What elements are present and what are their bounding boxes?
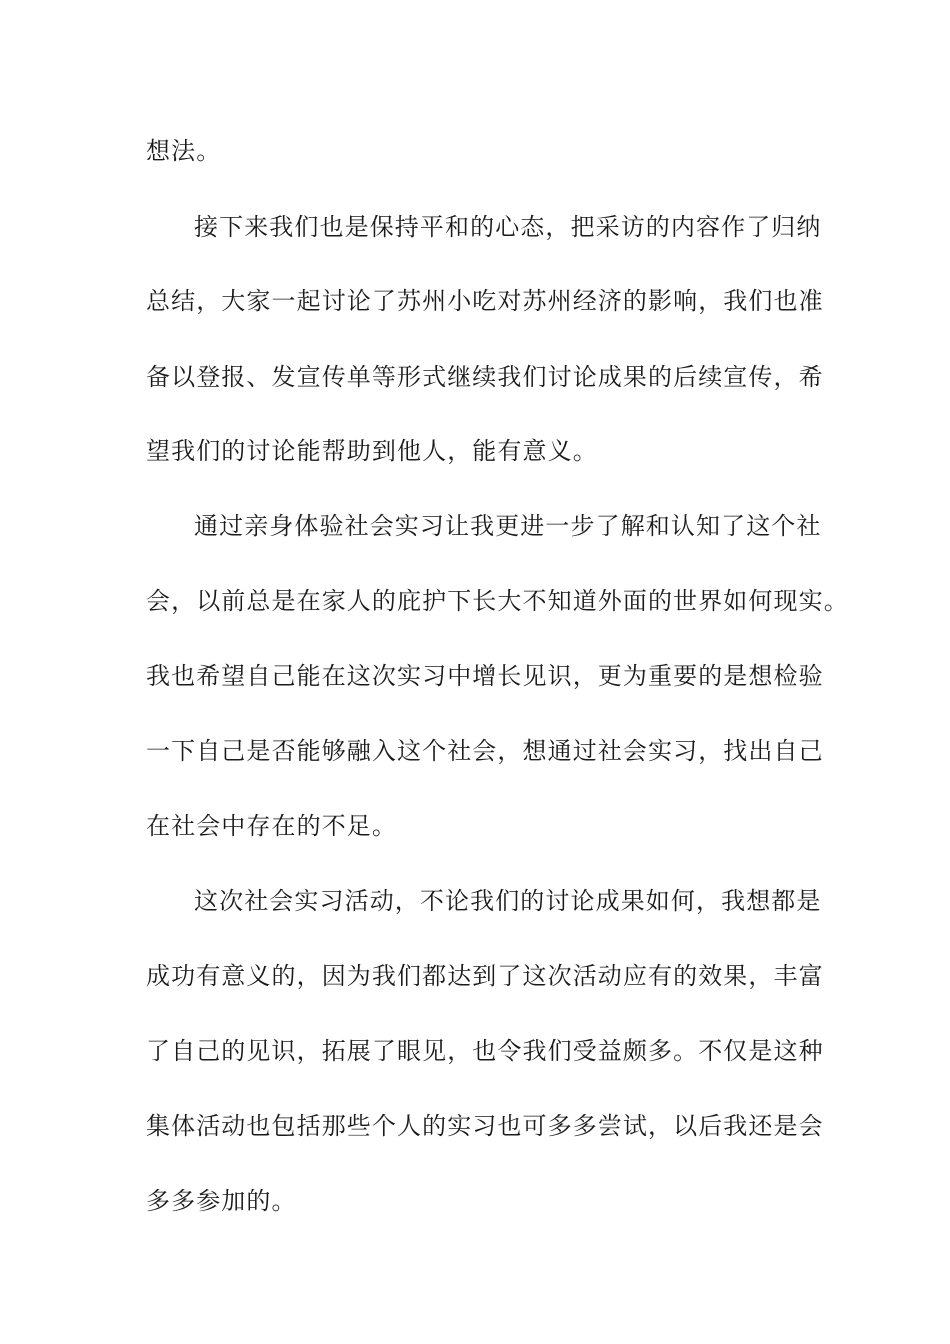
paragraph-2-line-3: 备以登报、发宣传单等形式继续我们讨论成果的后续宣传，希	[146, 363, 824, 391]
paragraph-4-line-3: 了自己的见识，拓展了眼见，也令我们受益颇多。不仅是这种	[146, 1037, 824, 1065]
paragraph-3-line-2: 会，以前总是在家人的庇护下长大不知道外面的世界如何现实。	[146, 587, 849, 615]
paragraph-2-line-2: 总结，大家一起讨论了苏州小吃对苏州经济的影响，我们也准	[146, 287, 824, 315]
paragraph-3-line-1: 通过亲身体验社会实习让我更进一步了解和认知了这个社	[194, 512, 822, 540]
paragraph-2-line-1: 接下来我们也是保持平和的心态，把采访的内容作了归纳	[194, 213, 822, 241]
paragraph-3-line-3: 我也希望自己能在这次实习中增长见识，更为重要的是想检验	[146, 662, 824, 690]
paragraph-3-line-4: 一下自己是否能够融入这个社会，想通过社会实习，找出自己	[146, 737, 824, 765]
paragraph-1-line-1: 想法。	[146, 137, 222, 165]
paragraph-4-line-4: 集体活动也包括那些个人的实习也可多多尝试，以后我还是会	[146, 1112, 824, 1140]
paragraph-4-line-1: 这次社会实习活动，不论我们的讨论成果如何，我想都是	[194, 887, 822, 915]
paragraph-4-line-2: 成功有意义的，因为我们都达到了这次活动应有的效果，丰富	[146, 962, 824, 990]
paragraph-3-line-5: 在社会中存在的不足。	[146, 812, 397, 840]
paragraph-4-line-5: 多多参加的。	[146, 1187, 297, 1215]
paragraph-2-line-4: 望我们的讨论能帮助到他人，能有意义。	[146, 437, 598, 465]
